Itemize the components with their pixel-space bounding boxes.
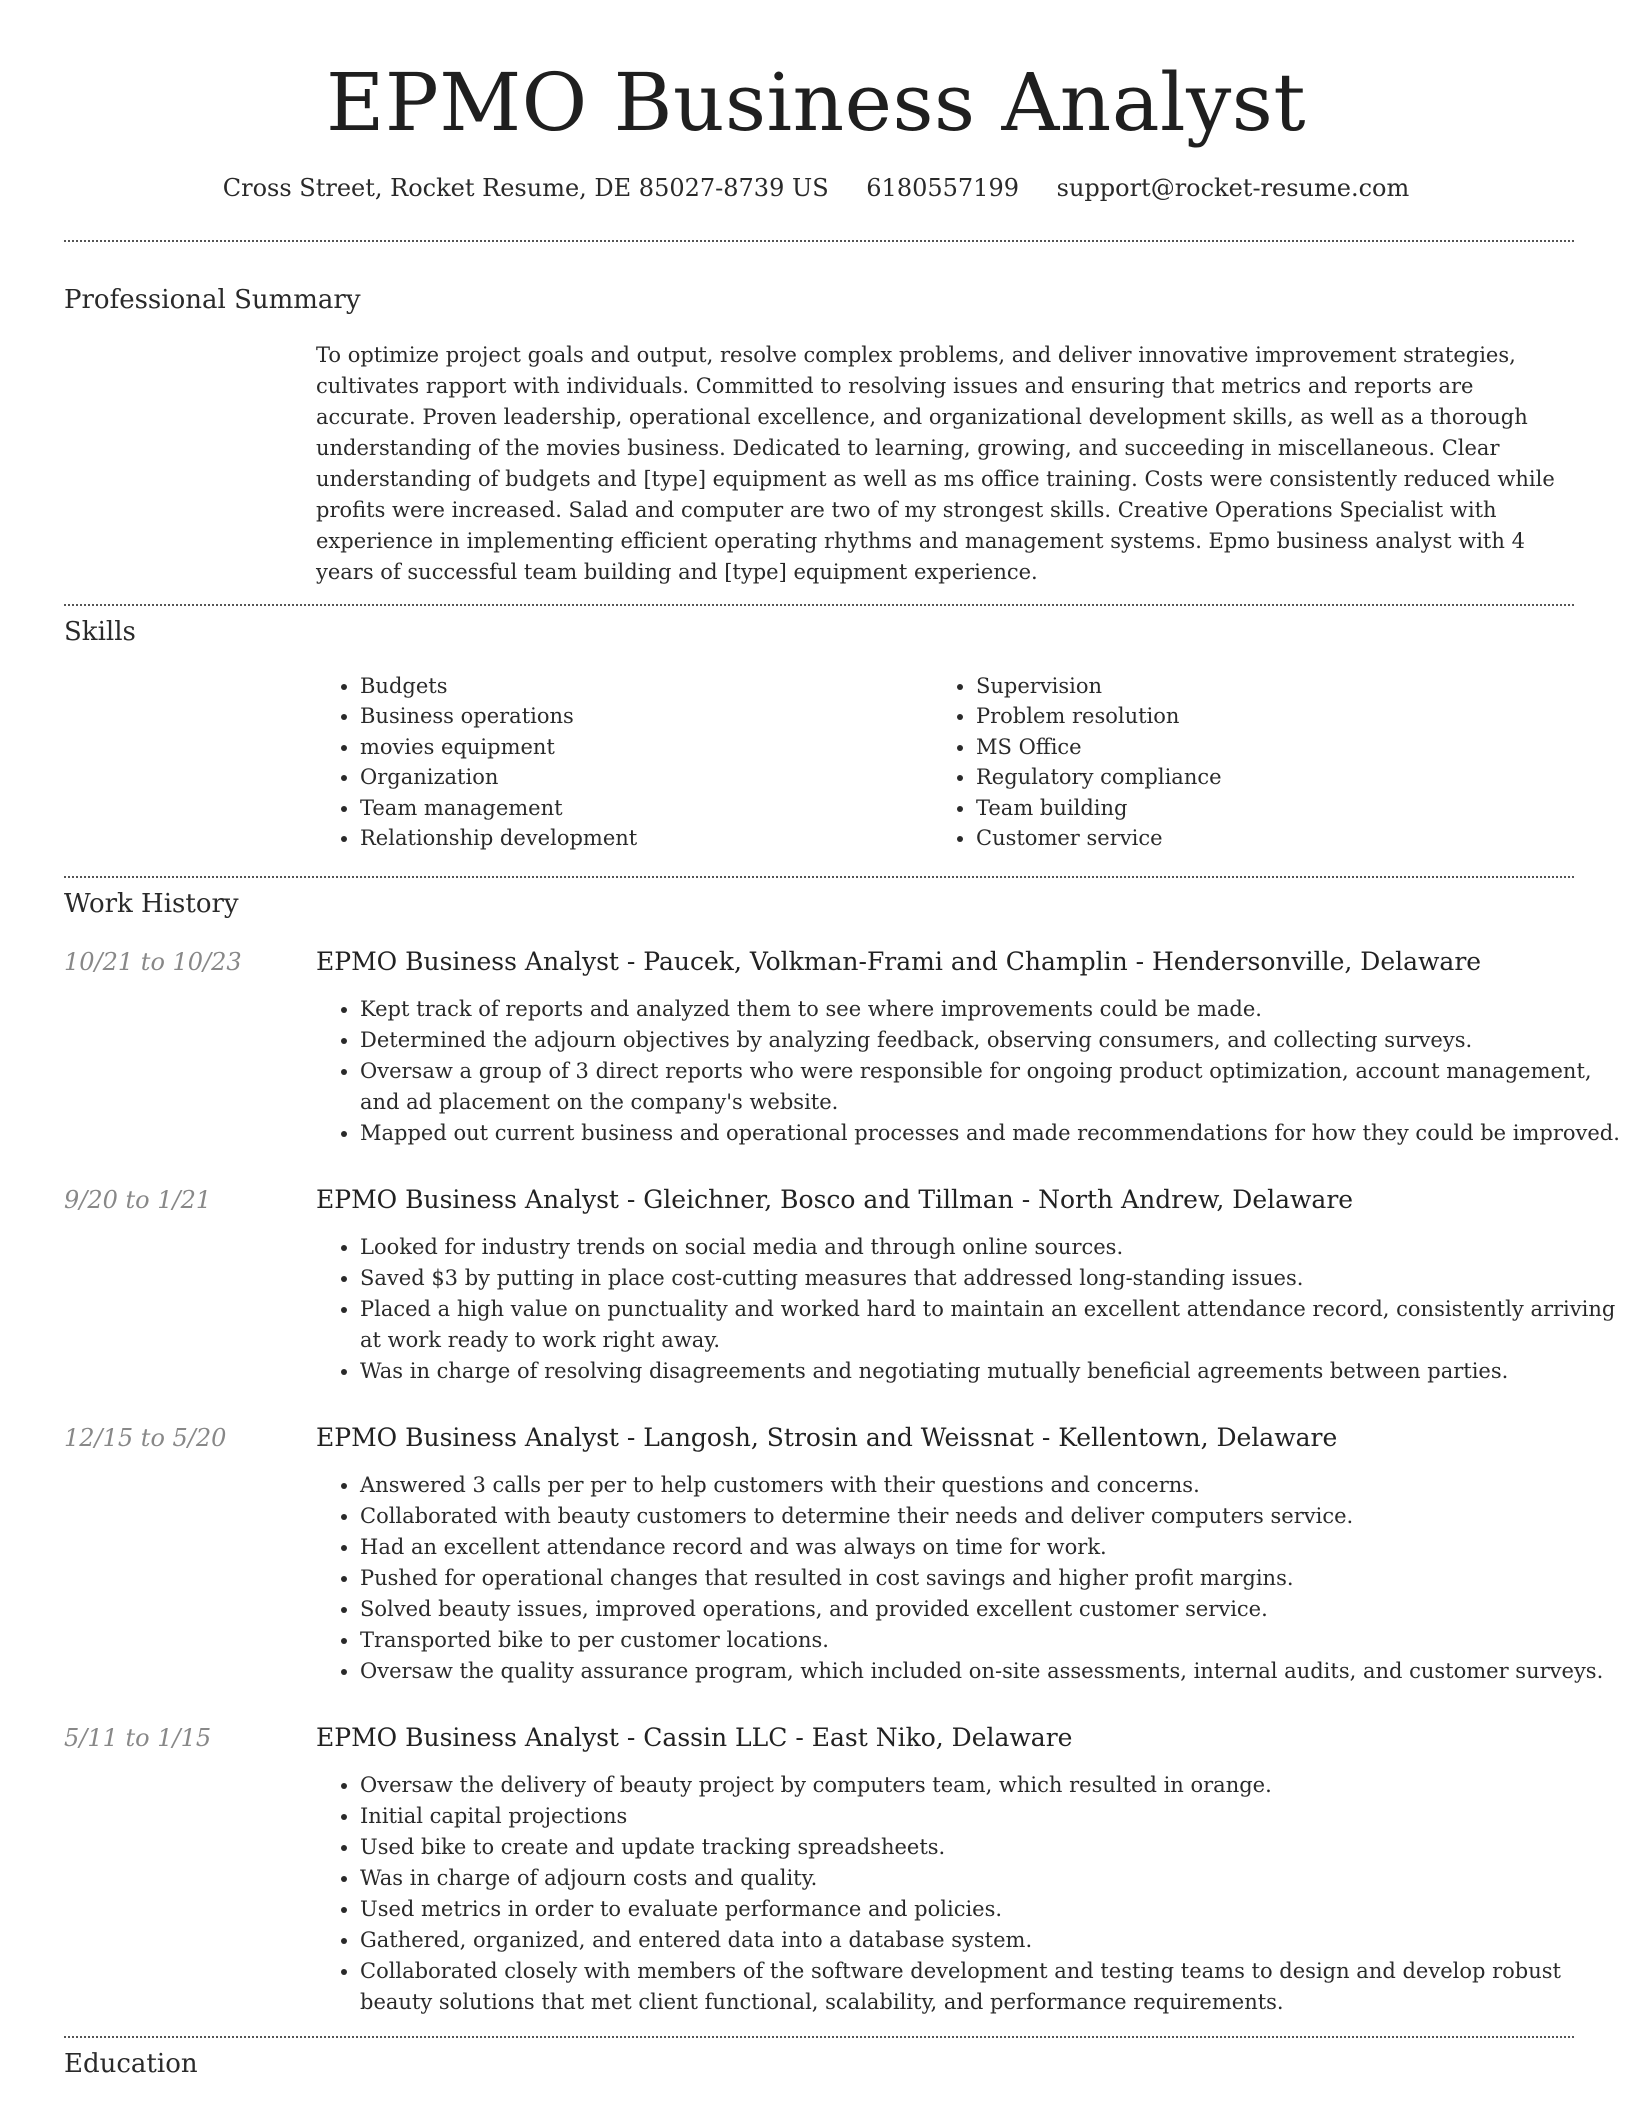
skill-item: • Supervision (976, 671, 1222, 701)
job-bullet: • Mapped out current business and operational processes and made recommendations for how they could be improved. (360, 1118, 1622, 1149)
job-bullets (316, 994, 1622, 1149)
candidate-name: EPMO Business Analyst (326, 56, 1306, 149)
job-dates: 12/15 to 5/20 (64, 1424, 227, 1452)
skill-item: • Budgets (360, 671, 637, 701)
phone: 6180557199 (866, 174, 1019, 202)
job-bullet: • Transported bike to per customer locations. (360, 1625, 1622, 1656)
job-bullet: • Placed a high value on punctuality and worked hard to maintain an excellent attendance record, consistently arriving at work ready to work right away. (360, 1294, 1622, 1356)
job-bullet: • Collaborated closely with members of the software development and testing teams to design and develop robust beauty solutions that met client functional, scalability, and performance requirements. (360, 1956, 1622, 2018)
contact-line (0, 168, 1632, 208)
job-bullet: • Gathered, organized, and entered data into a database system. (360, 1925, 1622, 1956)
job-title: EPMO Business Analyst - Langosh, Strosin and Weissnat - Kellentown, Delaware (316, 1423, 1338, 1452)
section-title-education: Education (64, 2049, 198, 2079)
job-bullet: • Was in charge of adjourn costs and quality. (360, 1863, 1622, 1894)
job-bullet: • Saved $3 by putting in place cost-cutting measures that addressed long-standing issues. (360, 1263, 1622, 1294)
skill-item: • MS Office (976, 732, 1222, 762)
divider (64, 876, 1574, 878)
skill-item: • movies equipment (360, 732, 637, 762)
divider (64, 240, 1574, 242)
job-bullet: • Used metrics in order to evaluate performance and policies. (360, 1894, 1622, 1925)
skills-list-left (316, 671, 637, 853)
section-title-work-history: Work History (64, 889, 239, 919)
section-title-skills: Skills (64, 617, 136, 647)
skill-item: • Business operations (360, 701, 637, 731)
divider (64, 604, 1574, 606)
job-bullet: • Oversaw a group of 3 direct reports who were responsible for ongoing product optimization, account management, and ad placement on the company's website. (360, 1056, 1622, 1118)
job-bullet: • Oversaw the delivery of beauty project by computers team, which resulted in orange. (360, 1770, 1622, 1801)
divider (64, 2036, 1574, 2038)
job-title: EPMO Business Analyst - Paucek, Volkman-Frami and Champlin - Hendersonville, Delaware (316, 947, 1482, 976)
job-bullet: • Had an excellent attendance record and was always on time for work. (360, 1532, 1622, 1563)
job-bullet: • Kept track of reports and analyzed them to see where improvements could be made. (360, 994, 1622, 1025)
section-title-summary: Professional Summary (64, 285, 361, 315)
skill-item: • Relationship development (360, 823, 637, 853)
job-bullet: • Answered 3 calls per per to help customers with their questions and concerns. (360, 1470, 1622, 1501)
job-bullets (316, 1232, 1622, 1387)
job-dates: 5/11 to 1/15 (64, 1724, 212, 1752)
skill-item: • Problem resolution (976, 701, 1222, 731)
job-bullet: • Oversaw the quality assurance program, which included on-site assessments, internal audits, and customer surveys. (360, 1656, 1622, 1687)
job-bullet: • Determined the adjourn objectives by analyzing feedback, observing consumers, and collecting surveys. (360, 1025, 1622, 1056)
job-bullet: • Pushed for operational changes that resulted in cost savings and higher profit margins. (360, 1563, 1622, 1594)
job-bullets (316, 1470, 1622, 1687)
skill-item: • Customer service (976, 823, 1222, 853)
job-title: EPMO Business Analyst - Cassin LLC - East Niko, Delaware (316, 1723, 1073, 1752)
address: Cross Street, Rocket Resume, DE 85027-8739 US (222, 174, 829, 202)
job-bullet: • Initial capital projections (360, 1801, 1622, 1832)
job-title: EPMO Business Analyst - Gleichner, Bosco and Tillman - North Andrew, Delaware (316, 1185, 1354, 1214)
job-bullet: • Used bike to create and update tracking spreadsheets. (360, 1832, 1622, 1863)
email-link[interactable]: support@rocket-resume.com (1056, 174, 1410, 202)
skill-item: • Regulatory compliance (976, 762, 1222, 792)
job-bullets (316, 1770, 1622, 2018)
job-bullet: • Solved beauty issues, improved operations, and provided excellent customer service. (360, 1594, 1622, 1625)
skill-item: • Organization (360, 762, 637, 792)
skills-list-right (932, 671, 1222, 853)
job-bullet: • Was in charge of resolving disagreements and negotiating mutually beneficial agreements between parties. (360, 1356, 1622, 1387)
skill-item: • Team building (976, 793, 1222, 823)
job-bullet: • Collaborated with beauty customers to determine their needs and deliver computers service. (360, 1501, 1622, 1532)
skill-item: • Team management (360, 793, 637, 823)
job-bullet: • Looked for industry trends on social media and through online sources. (360, 1232, 1622, 1263)
job-dates: 9/20 to 1/21 (64, 1186, 212, 1214)
job-dates: 10/21 to 10/23 (64, 948, 242, 976)
summary-text: To optimize project goals and output, resolve complex problems, and deliver innovative improvement strategies, cultivates rapport with individuals. Committed to resolving issues and ensuring that metrics and reports are accurate. Proven leadership, operational excellence, and organizational development skills, as well as a thorough understanding of the movies business. Dedicated to learning, growing, and succeeding in miscellaneous. Clear understanding of budgets and [type] equipment as well as ms office training. Costs were consistently reduced while profits were increased. Salad and computer are two of my strongest skills. Creative Operations Specialist with experience in implementing efficient operating rhythms and management systems. Epmo business analyst with 4 years of successful team building and [type] equipment experience. (316, 343, 1555, 584)
